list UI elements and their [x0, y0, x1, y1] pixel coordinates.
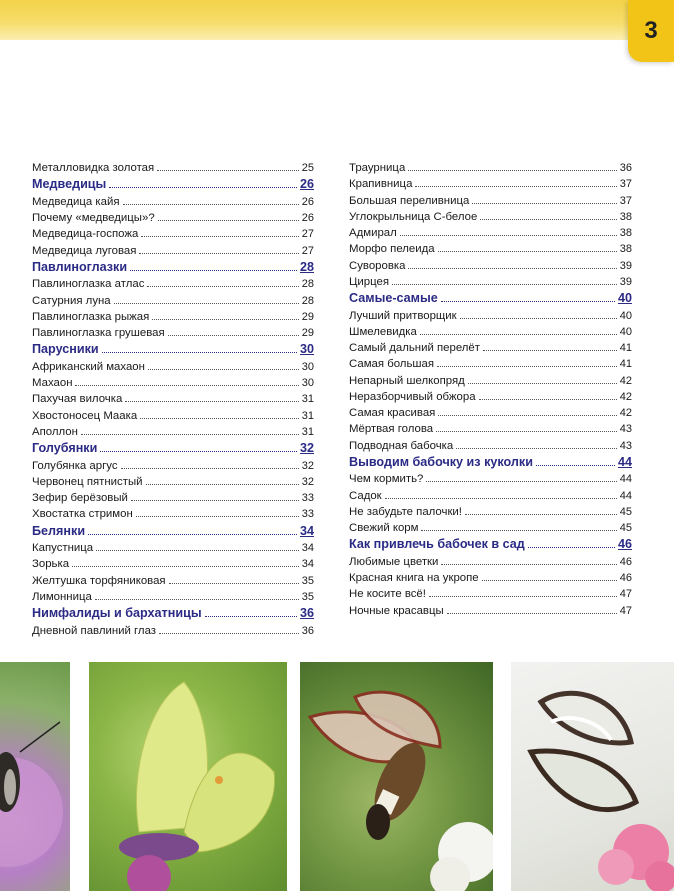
toc-page-number: 31 — [301, 409, 314, 422]
toc-entry — [32, 589, 314, 605]
toc-entry-title: Павлиноглазка атлас — [32, 278, 145, 291]
toc-page-number: 28 — [301, 278, 314, 291]
dot-leader — [96, 550, 299, 551]
dot-leader — [152, 319, 298, 320]
toc-entry — [32, 556, 314, 572]
toc-entry-title: Не косите всё! — [349, 588, 426, 601]
dot-leader — [114, 303, 299, 304]
dot-leader — [465, 514, 617, 515]
toc-page-number: 32 — [299, 441, 314, 455]
toc-entry-title: Углокрыльница С-белое — [349, 210, 478, 223]
photo-glasswing-butterfly — [511, 662, 674, 891]
toc-page-number: 36 — [619, 162, 632, 174]
toc-page-number: 45 — [619, 522, 632, 534]
toc-page-number: 34 — [301, 558, 314, 571]
toc-page-number: 45 — [619, 505, 632, 518]
toc-entry — [349, 405, 632, 421]
toc-entry — [32, 573, 314, 589]
toc-page-number: 29 — [301, 310, 314, 323]
toc-page-number: 41 — [619, 358, 632, 371]
toc-entry — [349, 324, 632, 340]
toc-entry-title: Махаон — [32, 377, 73, 389]
toc-page-number: 33 — [301, 508, 314, 521]
toc-entry-title: Ночные красавцы — [349, 604, 444, 617]
toc-page-number: 30 — [301, 377, 314, 389]
dot-leader — [420, 334, 617, 335]
toc-column-left — [32, 160, 314, 639]
toc-page-number: 42 — [619, 407, 632, 419]
toc-entry-title: Зефир берёзовый — [32, 492, 128, 504]
toc-page-number: 44 — [619, 473, 632, 486]
toc-page-number: 47 — [619, 588, 632, 601]
toc-page-number: 38 — [619, 210, 632, 223]
toc-entry — [349, 603, 632, 619]
dot-leader — [479, 399, 617, 400]
toc-entry — [349, 176, 632, 192]
toc-entry-title: Зорька — [32, 558, 70, 571]
dot-leader — [528, 547, 615, 548]
toc-page-number: 46 — [619, 572, 632, 584]
dot-leader — [109, 187, 297, 188]
dot-leader — [468, 383, 617, 384]
toc-entry — [349, 225, 632, 241]
toc-entry-title: Самая большая — [349, 358, 435, 371]
toc-entry-title: Парусники — [32, 342, 99, 357]
toc-entry-title: Цирцея — [349, 275, 390, 288]
toc-entry — [349, 570, 632, 586]
toc-entry-title: Хвостоносец Маака — [32, 409, 138, 422]
dot-leader — [169, 583, 299, 584]
dot-leader — [205, 616, 297, 617]
page-number-tab — [628, 0, 674, 62]
toc-entry — [32, 194, 314, 210]
toc-entry-title: Лучший притворщик — [349, 309, 457, 322]
toc-page-number: 34 — [299, 523, 314, 538]
dot-leader — [159, 633, 299, 634]
dot-leader — [421, 530, 616, 531]
toc-page-number: 39 — [619, 275, 632, 288]
toc-section-heading — [32, 259, 314, 277]
toc-section-heading — [32, 341, 314, 359]
toc-page-number: 40 — [617, 291, 632, 305]
toc-page-number: 46 — [617, 537, 632, 552]
dot-leader — [536, 465, 615, 466]
toc-entry-title: Медведица кайя — [32, 195, 120, 208]
dot-leader — [148, 369, 299, 370]
toc-page-number: 29 — [301, 327, 314, 339]
toc-entry-title: Мёртвая голова — [349, 423, 434, 436]
toc-entry — [349, 160, 632, 176]
toc-column-right — [349, 160, 632, 619]
toc-entry — [349, 520, 632, 536]
dot-leader — [436, 431, 617, 432]
toc-entry-title: Белянки — [32, 523, 86, 538]
dot-leader — [437, 366, 617, 367]
toc-entry-title: Шмелевидка — [349, 325, 417, 338]
toc-entry — [32, 458, 314, 474]
dot-leader — [123, 204, 299, 205]
toc-entry-title: Червонец пятнистый — [32, 475, 143, 488]
toc-entry-title: Свежий корм — [349, 522, 419, 534]
toc-section-heading — [32, 176, 314, 194]
toc-page-number: 39 — [619, 259, 632, 272]
dot-leader — [72, 566, 299, 567]
toc-entry — [32, 408, 314, 424]
toc-entry — [349, 438, 632, 454]
toc-entry-title: Медведицы — [32, 177, 107, 192]
toc-page-number: 30 — [299, 342, 314, 357]
dot-leader — [131, 500, 299, 501]
toc-entry-title: Любимые цветки — [349, 555, 439, 568]
toc-entry — [32, 506, 314, 522]
toc-section-heading — [32, 605, 314, 623]
toc-page-number: 35 — [301, 590, 314, 603]
toc-entry — [349, 554, 632, 570]
toc-entry-title: Непарный шелкопряд — [349, 374, 465, 387]
toc-entry — [349, 356, 632, 372]
toc-entry — [349, 193, 632, 209]
toc-page-number: 36 — [301, 624, 314, 637]
dot-leader — [139, 253, 298, 254]
toc-entry-title: Дневной павлиний глаз — [32, 624, 157, 637]
photo-brimstone-butterfly — [89, 662, 287, 891]
dot-leader — [460, 318, 617, 319]
dot-leader — [141, 236, 298, 237]
toc-page-number: 28 — [299, 259, 314, 274]
toc-entry-title: Подводная бабочка — [349, 439, 454, 452]
toc-entry — [32, 474, 314, 490]
toc-entry-title: Адмирал — [349, 227, 397, 239]
toc-page-number: 42 — [619, 390, 632, 403]
toc-entry-title: Траурница — [349, 162, 406, 174]
toc-section-heading — [349, 454, 632, 472]
toc-page-number: 37 — [619, 194, 632, 207]
toc-page-number: 40 — [619, 309, 632, 322]
dot-leader — [447, 613, 617, 614]
toc-entry-title: Крапивница — [349, 178, 413, 191]
toc-entry — [32, 276, 314, 292]
toc-entry-title: Павлиноглазка рыжая — [32, 310, 150, 323]
toc-page-number: 46 — [619, 555, 632, 568]
toc-entry — [32, 623, 314, 639]
dot-leader — [482, 580, 617, 581]
toc-entry — [32, 293, 314, 309]
dot-leader — [88, 534, 297, 535]
toc-entry-title: Большая переливница — [349, 194, 470, 207]
toc-page-number: 26 — [301, 212, 314, 224]
toc-entry-title: Сатурния луна — [32, 294, 111, 307]
toc-entry — [32, 490, 314, 506]
toc-entry — [32, 375, 314, 391]
photo-moth-on-pink-flower — [0, 662, 70, 891]
toc-entry-title: Морфо пелеида — [349, 243, 435, 256]
toc-page-number: 30 — [301, 360, 314, 373]
toc-entry — [32, 424, 314, 440]
toc-entry-title: Голубянка аргус — [32, 459, 118, 472]
toc-entry — [349, 373, 632, 389]
toc-entry-title: Аполлон — [32, 425, 78, 438]
toc-entry — [32, 160, 314, 176]
dot-leader — [147, 286, 298, 287]
toc-page-number: 27 — [301, 228, 314, 241]
toc-page-number: 38 — [619, 243, 632, 256]
dot-leader — [426, 481, 616, 482]
dot-leader — [157, 170, 299, 171]
toc-entry-title: Африканский махаон — [32, 360, 145, 373]
toc-entry-title: Медведица луговая — [32, 244, 137, 257]
toc-entry — [32, 243, 314, 259]
toc-entry — [32, 210, 314, 226]
toc-entry-title: Нимфалиды и бархатницы — [32, 606, 202, 620]
toc-entry-title: Неразборчивый обжора — [349, 390, 476, 403]
toc-page-number: 34 — [301, 542, 314, 554]
toc-page-number: 25 — [301, 162, 314, 174]
toc-entry — [349, 209, 632, 225]
toc-entry — [32, 391, 314, 407]
toc-entry-title: Металловидка золотая — [32, 162, 155, 174]
dot-leader — [480, 219, 616, 220]
dot-leader — [392, 284, 617, 285]
top-yellow-band — [0, 0, 674, 40]
dot-leader — [408, 268, 616, 269]
toc-entry — [349, 488, 632, 504]
toc-page-number: 31 — [301, 425, 314, 438]
toc-entry-title: Лимонница — [32, 590, 92, 603]
dot-leader — [95, 599, 299, 600]
toc-entry-title: Медведица-госпожа — [32, 228, 139, 241]
toc-section-heading — [32, 440, 314, 458]
dot-leader — [429, 596, 617, 597]
toc-page-number: 43 — [619, 439, 632, 452]
dot-leader — [400, 235, 617, 236]
toc-page-number: 36 — [299, 606, 314, 620]
toc-entry — [349, 421, 632, 437]
toc-page-number: 26 — [299, 177, 314, 192]
dot-leader — [415, 186, 616, 187]
toc-entry — [32, 325, 314, 341]
toc-entry-title: Суворовка — [349, 259, 406, 272]
page-number: 3 — [644, 17, 658, 44]
dot-leader — [130, 270, 297, 271]
dot-leader — [81, 434, 299, 435]
toc-page-number: 37 — [619, 178, 632, 191]
dot-leader — [438, 251, 617, 252]
toc-section-heading — [349, 536, 632, 554]
toc-entry-title: Выводим бабочку из куколки — [349, 454, 533, 469]
toc-entry-title: Павлиноглазки — [32, 259, 128, 274]
toc-page-number: 43 — [619, 423, 632, 436]
toc-page-number: 31 — [301, 393, 314, 406]
dot-leader — [158, 220, 299, 221]
toc-entry-title: Желтушка торфяниковая — [32, 574, 166, 587]
dot-leader — [75, 385, 298, 386]
toc-entry — [349, 258, 632, 274]
toc-entry-title: Чем кормить? — [349, 473, 424, 486]
toc-entry-title: Павлиноглазка грушевая — [32, 327, 165, 339]
toc-entry — [349, 389, 632, 405]
toc-page-number: 32 — [301, 459, 314, 472]
toc-page-number: 44 — [619, 489, 632, 502]
toc-entry — [32, 309, 314, 325]
dot-leader — [438, 415, 616, 416]
toc-page-number: 44 — [617, 454, 632, 469]
toc-entry — [349, 586, 632, 602]
toc-entry-title: Голубянки — [32, 441, 98, 455]
dot-leader — [456, 448, 617, 449]
toc-entry-title: Капустница — [32, 542, 94, 554]
toc-page-number: 26 — [301, 195, 314, 208]
toc-entry-title: Самая красивая — [349, 407, 436, 419]
toc-page-number: 41 — [619, 342, 632, 354]
dot-leader — [441, 301, 615, 302]
toc-entry-title: Самые-самые — [349, 291, 438, 305]
dot-leader — [168, 335, 299, 336]
dot-leader — [100, 451, 297, 452]
toc-entry — [349, 241, 632, 257]
toc-entry-title: Почему «медведицы»? — [32, 212, 155, 224]
dot-leader — [408, 170, 616, 171]
toc-page-number: 40 — [619, 325, 632, 338]
toc-page-number: 38 — [619, 227, 632, 239]
toc-entry-title: Хвостатка стримон — [32, 508, 133, 521]
toc-page-number: 33 — [301, 492, 314, 504]
dot-leader — [146, 484, 299, 485]
dot-leader — [472, 203, 616, 204]
toc-section-heading — [349, 290, 632, 308]
toc-page-number: 42 — [619, 374, 632, 387]
toc-entry — [32, 540, 314, 556]
dot-leader — [125, 401, 298, 402]
toc-entry-title: Садок — [349, 489, 382, 502]
toc-entry — [349, 340, 632, 356]
toc-entry — [349, 308, 632, 324]
toc-entry — [32, 359, 314, 375]
toc-page-number: 27 — [301, 244, 314, 257]
toc-entry — [349, 274, 632, 290]
toc-entry-title: Не забудьте палочки! — [349, 505, 462, 518]
toc-page-number: 47 — [619, 604, 632, 617]
toc-section-heading — [32, 523, 314, 541]
toc-entry — [349, 504, 632, 520]
toc-entry-title: Пахучая вилочка — [32, 393, 123, 406]
toc-entry-title: Самый дальний перелёт — [349, 342, 480, 354]
toc-entry-title: Как привлечь бабочек в сад — [349, 537, 525, 552]
toc-page-number: 32 — [301, 475, 314, 488]
dot-leader — [441, 564, 616, 565]
dot-leader — [385, 498, 617, 499]
dot-leader — [140, 418, 299, 419]
toc-entry — [32, 226, 314, 242]
dot-leader — [121, 468, 299, 469]
toc-entry-title: Красная книга на укропе — [349, 572, 479, 584]
dot-leader — [483, 350, 617, 351]
toc-page-number: 35 — [301, 574, 314, 587]
toc-entry — [349, 471, 632, 487]
toc-page-number: 28 — [301, 294, 314, 307]
dot-leader — [136, 516, 299, 517]
photo-hummingbird-hawk-moth — [300, 662, 493, 891]
dot-leader — [102, 352, 297, 353]
